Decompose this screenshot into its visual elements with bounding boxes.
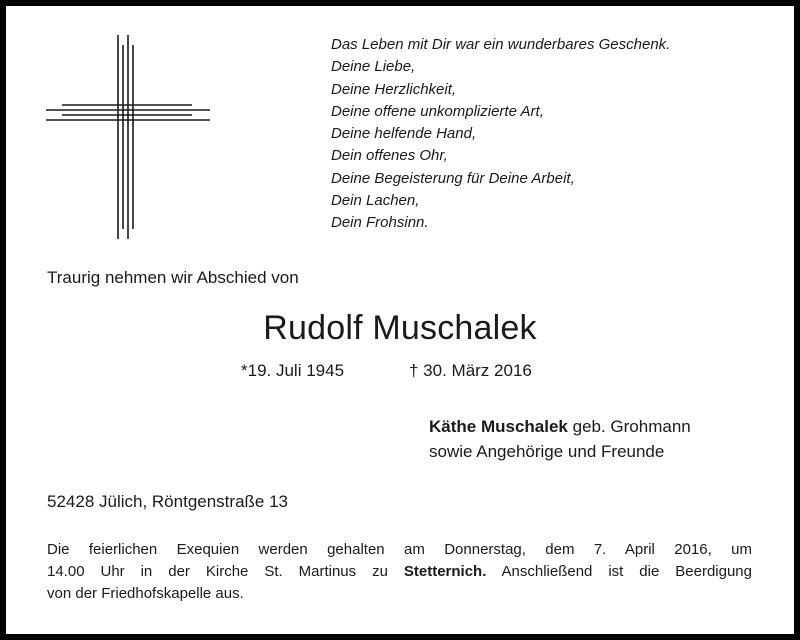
service-info: [47, 539, 752, 605]
poem-line: Das Leben mit Dir war ein wunderbares Geschenk.: [331, 36, 671, 53]
cross-icon: [46, 35, 210, 239]
birth-date: *19. Juli 1945: [241, 361, 345, 380]
primary-mourner-suffix: geb. Grohmann: [567, 417, 691, 436]
service-place: Stetternich.: [403, 563, 487, 580]
mourners: [429, 414, 691, 464]
poem-line: Deine Liebe,: [331, 58, 416, 76]
poem-line: Dein Frohsinn.: [331, 214, 429, 232]
deceased-name: Rudolf Muschalek: [263, 309, 537, 347]
service-line-2-post: Anschließend ist die Beerdigung: [486, 563, 752, 580]
service-line-1: Die feierlichen Exequien werden gehalten am Donnerstag, dem 7. April 2016, um: [47, 541, 752, 558]
service-line-3: von der Friedhofskapelle aus.: [47, 585, 244, 602]
poem-line: Deine Herzlichkeit,: [331, 80, 457, 98]
primary-mourner-name: Käthe Muschalek: [429, 417, 568, 436]
service-line-2-pre: 14.00 Uhr in der Kirche St. Martinus zu: [47, 563, 404, 580]
other-mourners: sowie Angehörige und Freunde: [429, 442, 665, 461]
intro-text: Traurig nehmen wir Abschied von: [47, 268, 299, 287]
address: 52428 Jülich, Röntgenstraße 13: [47, 492, 288, 511]
poem-line: Deine offene unkomplizierte Art,: [331, 102, 544, 120]
poem-line: Dein Lachen,: [331, 192, 420, 210]
death-date: † 30. März 2016: [409, 361, 532, 380]
poem: [331, 34, 670, 235]
poem-line: Deine Begeisterung für Deine Arbeit,: [331, 169, 575, 187]
poem-line: Dein offenes Ohr,: [331, 147, 448, 165]
primary-mourner: [429, 414, 691, 439]
service-line-2: [47, 561, 752, 583]
poem-line: Deine helfende Hand,: [331, 125, 477, 143]
